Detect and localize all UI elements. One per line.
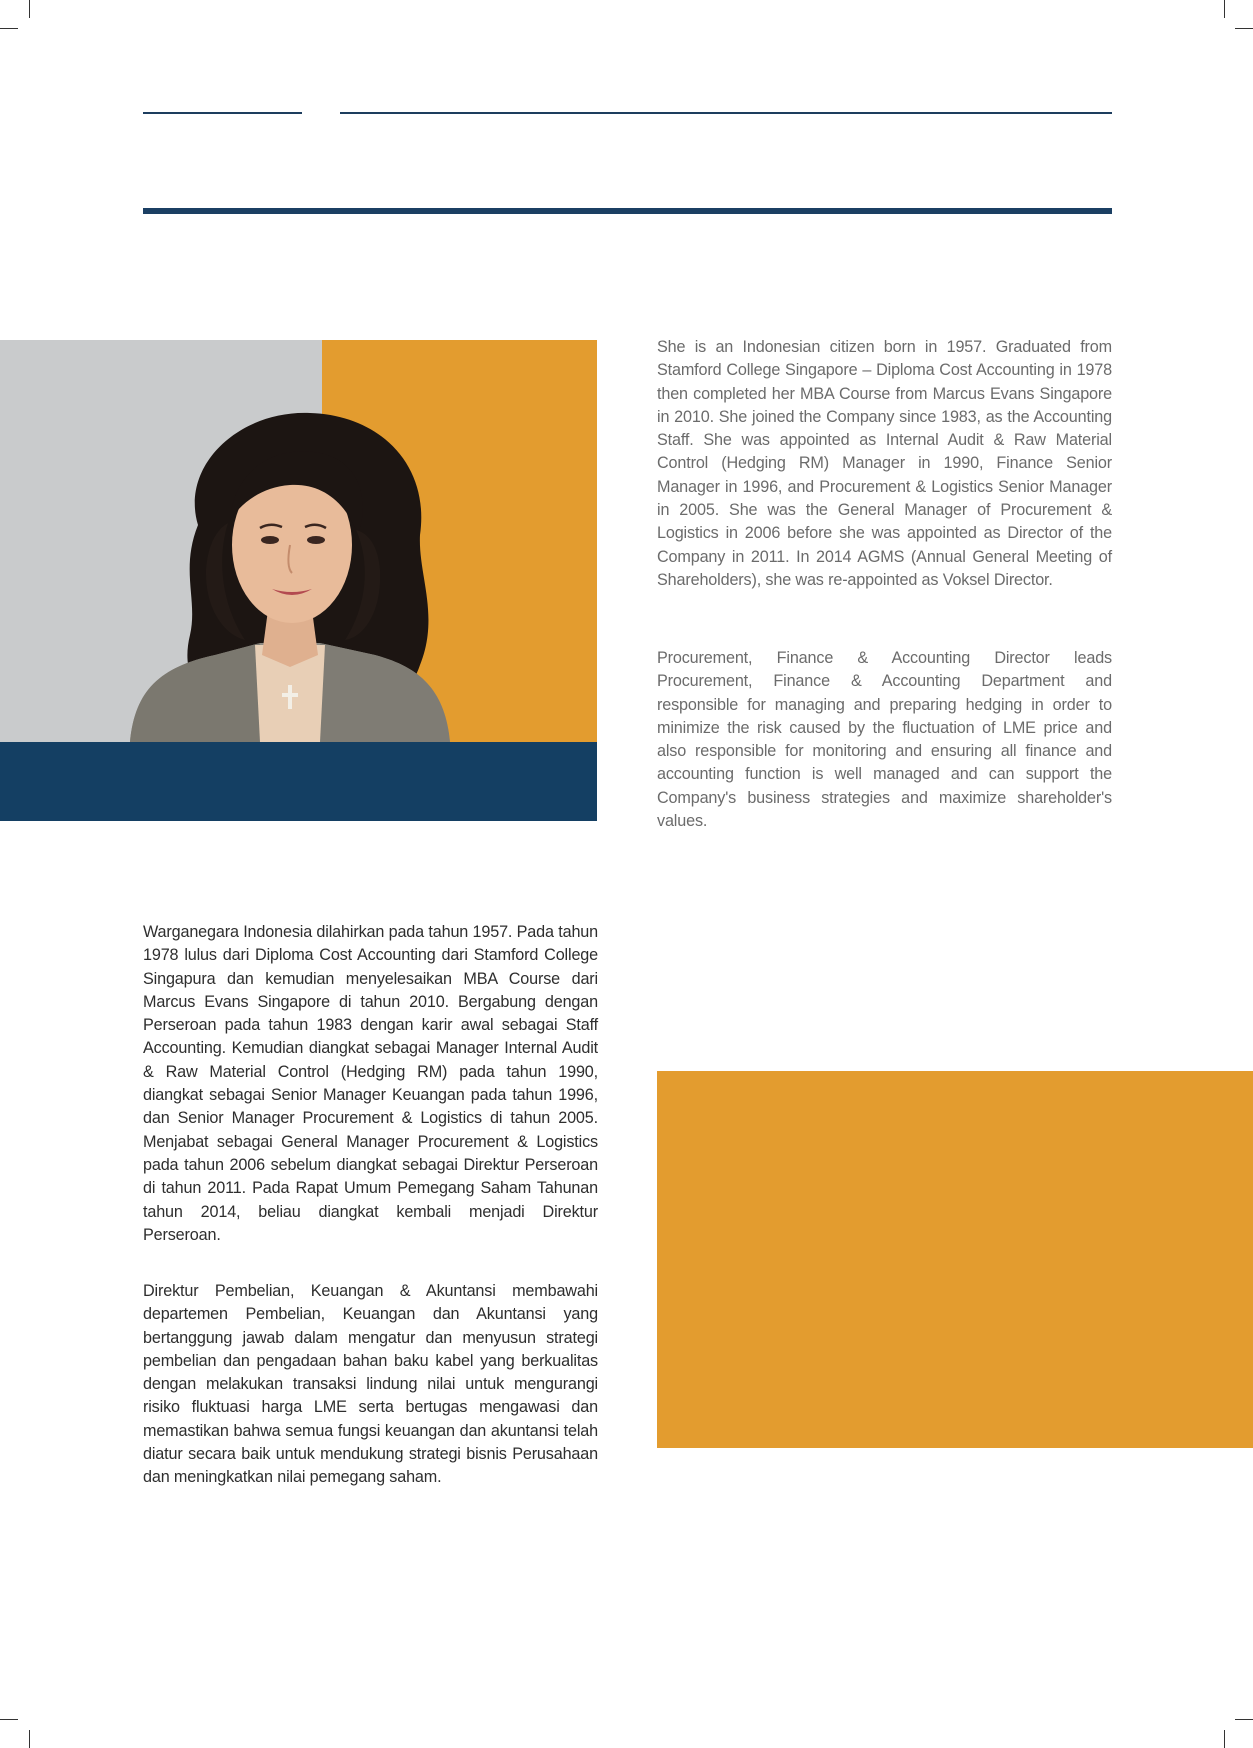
portrait-photo [120, 405, 460, 742]
role-indonesian: Direktur Pembelian, Keuangan & Akuntansi membawahi departemen Pembelian, Keuangan dan Akuntansi yang bertanggung jawab dalam mengatur dan menyusun strategi pembelian dan pengadaan bahan baku kabel yang berkualitas dengan melakukan transaksi lindung nilai untuk mengurangi risiko fluktuasi harga LME serta bertugas mengawasi dan memastikan bahwa semua fungsi keuangan dan akuntansi telah diatur secara baik untuk mendukung strategi bisnis Perusahaan dan meningkatkan nilai pemegang saham. [143, 1282, 598, 1487]
header-rule-short [143, 112, 302, 114]
crop-mark-top-left-v [29, 0, 30, 18]
crop-mark-bottom-left-h [0, 1719, 18, 1720]
crop-mark-bottom-right-v [1224, 1730, 1225, 1748]
crop-mark-top-right-h [1235, 28, 1253, 29]
photo-caption-bar [0, 742, 597, 821]
crop-mark-top-right-v [1224, 0, 1225, 18]
role-english: Procurement, Finance & Accounting Director leads Procurement, Finance & Accounting Department and responsible for managing and preparing hedging in order to minimize the risk caused by the fluctuation of LME price and also responsible for monitoring and ensuring all finance and accounting function is well managed and can support the Company's business strategies and maximize shareholder's values. [657, 649, 1112, 831]
header-rule-thick [143, 208, 1112, 214]
crop-mark-bottom-right-h [1235, 1719, 1253, 1720]
crop-mark-bottom-left-v [29, 1730, 30, 1748]
header-rule-long [340, 112, 1112, 114]
bio-english: She is an Indonesian citizen born in 1957. Graduated from Stamford College Singapore – Diploma Cost Accounting in 1978 then completed her MBA Course from Marcus Evans Singapore in 2010. She joined the Company since 1983, as the Accounting Staff. She was appointed as Internal Audit & Raw Material Control (Hedging RM) Manager in 1990, Finance Senior Manager in 1996, and Procurement & Logistics Senior Manager in 2005. She was the General Manager of Procurement & Logistics in 2006 before she was appointed as Director of the Company in 2011. In 2014 AGMS (Annual General Meeting of Shareholders), she was re-appointed as Voksel Director. [657, 338, 1112, 589]
crop-mark-top-left-h [0, 28, 18, 29]
decorative-orange-block [657, 1071, 1253, 1448]
bio-indonesian: Warganegara Indonesia dilahirkan pada tahun 1957. Pada tahun 1978 lulus dari Diploma Cost Accounting dari Stamford College Singapura dan kemudian menyelesaikan MBA Course dari Marcus Evans Singapore di tahun 2010. Bergabung dengan Perseroan pada tahun 1983 dengan karir awal sebagai Staff Accounting. Kemudian diangkat sebagai Manager Internal Audit & Raw Material Control (Hedging RM) pada tahun 1990, diangkat sebagai Senior Manager Keuangan pada tahun 1996, dan Senior Manager Procurement & Logistics di tahun 2005. Menjabat sebagai General Manager Procurement & Logistics pada tahun 2006 sebelum diangkat sebagai Direktur Perseroan di tahun 2011. Pada Rapat Umum Pemegang Saham Tahunan tahun 2014, beliau diangkat kembali menjadi Direktur Perseroan. [143, 923, 598, 1244]
